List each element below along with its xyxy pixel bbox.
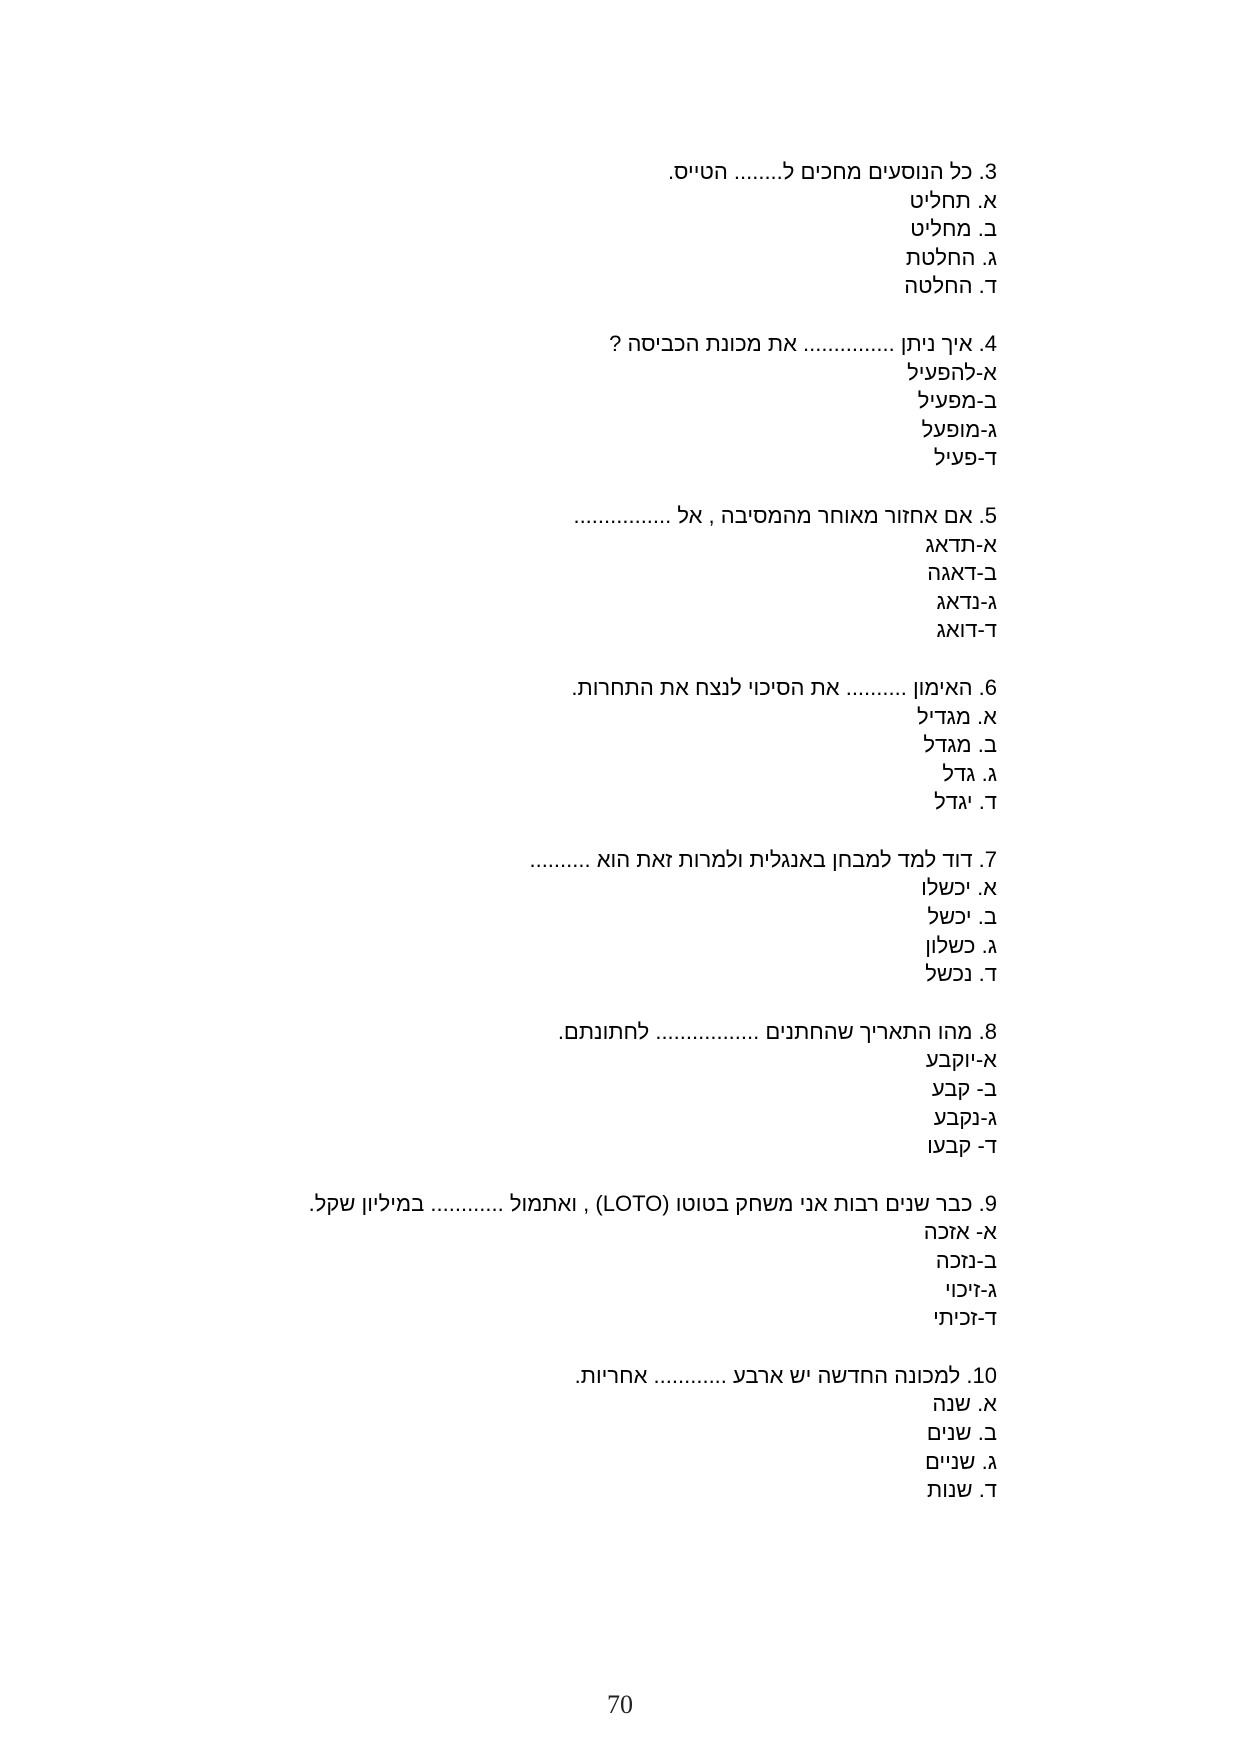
question-9: [217, 1190, 997, 1333]
answer-option: א. תחליט: [909, 187, 997, 213]
question-stem: 9. כבר שנים רבות אני משחק בטוטו (LOTO) , ואתמול ............ במיליון שקל.: [308, 1190, 997, 1216]
answer-option: א. מגדיל: [916, 703, 997, 729]
answer-option: ב-מפעיל: [917, 388, 997, 414]
answer-option: ד-פעיל: [933, 445, 997, 471]
answer-option: ב-דאגה: [927, 560, 997, 586]
question-8: [217, 1018, 997, 1161]
answer-option: ג-נדאג: [936, 588, 997, 614]
answer-option: ב. מחליט: [910, 216, 997, 242]
question-stem: 8. מהו התאריך שהחתנים ................. לחתונתם.: [557, 1018, 997, 1044]
answer-option: א- אזכה: [923, 1219, 997, 1245]
question-stem: 10. למכונה החדשה יש ארבע ............ אחריות.: [574, 1362, 997, 1388]
question-3: [217, 158, 997, 301]
answer-option: ב- קבע: [931, 1076, 997, 1102]
question-6: [217, 674, 997, 817]
answer-option: א-להפעיל: [907, 359, 997, 385]
answer-option: א. יכשלו: [921, 875, 997, 901]
answer-option: ד. נכשל: [925, 961, 997, 987]
questions-list: [217, 158, 997, 1534]
answer-option: ג-מופעל: [921, 416, 997, 442]
question-stem: 5. אם אחזור מאוחר מהמסיבה , אל ................: [573, 502, 997, 528]
answer-option: ג. החלטת: [905, 244, 997, 270]
answer-option: ד-זכיתי: [933, 1305, 997, 1331]
question-5: [217, 502, 997, 645]
answer-option: ג. שניים: [924, 1448, 997, 1474]
answer-option: א-יוקבע: [925, 1047, 997, 1073]
question-4: [217, 330, 997, 473]
question-stem: 7. דוד למד למבחן באנגלית ולמרות זאת הוא ..........: [529, 846, 997, 872]
answer-option: ד. החלטה: [904, 273, 997, 299]
question-10: [217, 1362, 997, 1505]
answer-option: ב. מגדל: [923, 732, 997, 758]
answer-option: ג-נקבע: [933, 1104, 997, 1130]
answer-option: ד. שנות: [927, 1477, 997, 1503]
question-stem: 6. האימון .......... את הסיכוי לנצח את התחרות.: [571, 674, 997, 700]
answer-option: א-תדאג: [925, 531, 997, 557]
answer-option: ד. יגדל: [934, 789, 997, 815]
answer-option: ג. כשלון: [925, 932, 997, 958]
question-stem: 4. איך ניתן ............... את מכונת הכביסה ?: [609, 330, 997, 356]
answer-option: ב. שנים: [926, 1419, 997, 1445]
answer-option: ד-דואג: [936, 617, 997, 643]
answer-option: ג-זיכוי: [945, 1276, 997, 1302]
answer-option: ב. יכשל: [927, 904, 997, 930]
answer-option: ד- קבעו: [927, 1133, 997, 1159]
page-number: 70: [607, 1690, 633, 1719]
answer-option: א. שנה: [932, 1391, 997, 1417]
question-7: [217, 846, 997, 989]
question-stem: 3. כל הנוסעים מחכים ל........ הטייס.: [667, 159, 997, 184]
answer-option: ג. גדל: [942, 760, 997, 786]
answer-option: ב-נזכה: [935, 1248, 997, 1273]
